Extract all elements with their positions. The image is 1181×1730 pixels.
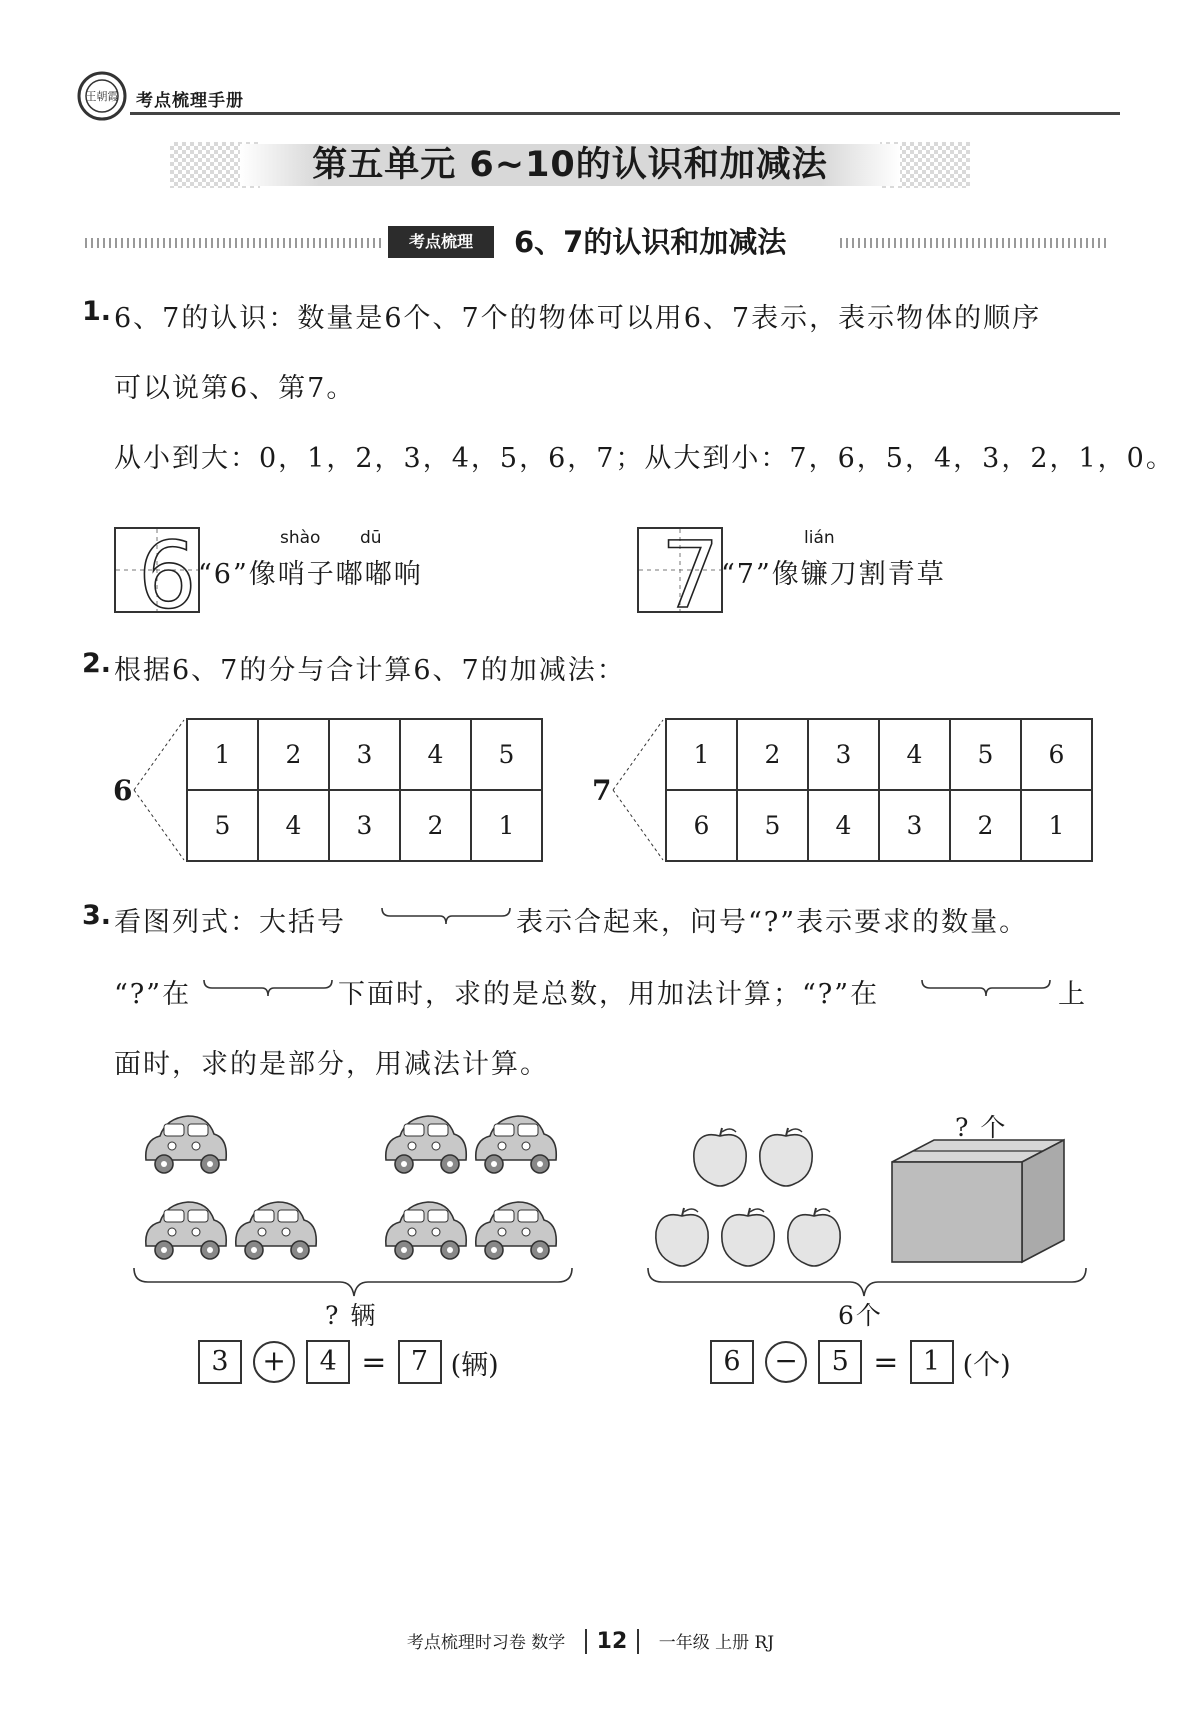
point-1-line-3: 从小到大：0，1，2，3，4，5，6，7；从大到小：7，6，5，4，3，2，1，0。 [114,443,1175,474]
split-7-top-cell: 6 [1021,719,1092,790]
eq-left-unit: (辆) [450,1349,499,1381]
point-3-line-1b: 表示合起来，问号“?”表示要求的数量。 [516,907,1029,938]
split-7-top-cell: 5 [950,719,1021,790]
publisher-logo [76,70,128,122]
pinyin-shao: shào [280,528,321,548]
eq-left-op: + [253,1341,295,1383]
split-6-bottom-cell: 2 [400,790,471,861]
split-7-bottom-cell: 1 [1021,790,1092,861]
point-3-line-3: 面时，求的是部分，用减法计算。 [114,1049,549,1080]
split-6-branches [132,716,188,864]
split-7-bottom-cell: 5 [737,790,808,861]
eq-left-b: 4 [306,1340,350,1384]
split-7-bottom-cell: 6 [666,790,737,861]
pinyin-du: dū [360,528,382,548]
brace-icon [202,976,334,998]
pinyin-lian: lián [804,528,835,548]
split-6-top-cell: 3 [329,719,400,790]
header-rule [130,112,1120,115]
split-6-label: 6 [113,774,133,807]
split-7-bottom-cell: 2 [950,790,1021,861]
brace-icon [920,976,1052,998]
eq-left-result: 7 [398,1340,442,1384]
point-3-line-1a: 看图列式：大括号 [114,907,346,938]
split-7-label: 7 [592,774,612,807]
split-6-bottom-cell: 4 [258,790,329,861]
eq-left-equals: = [361,1344,387,1380]
split-7-branches [611,716,667,864]
split-6-table [186,718,543,862]
point-3-number: 3. [82,900,112,931]
split-7-bottom-cell: 3 [879,790,950,861]
eq-right-a: 6 [710,1340,754,1384]
point-3-line-2b: 下面时，求的是总数，用加法计算；“?”在 [338,979,880,1010]
split-7-top-cell: 3 [808,719,879,790]
split-7-table [665,718,1093,862]
box-question-label: ? 个 [955,1113,1008,1142]
eq-right-unit: (个) [962,1349,1011,1381]
unit-title: 第五单元 6~10的认识和加减法 [312,145,828,185]
box-icon [892,1140,1064,1262]
split-6-top-cell: 2 [258,719,329,790]
split-6-top-cell: 1 [187,719,258,790]
cars-question-label: ? 辆 [325,1301,378,1330]
point-2-text: 根据6、7的分与合计算6、7的加减法： [114,655,626,686]
footer-right: 一年级 上册 RJ [658,1633,775,1653]
digit-7-glyph: 7 [661,529,720,611]
brace-icon [380,904,512,926]
point-3-line-2c: 上 [1058,979,1087,1010]
cars-illustration [130,1110,580,1310]
apples-box-illustration [640,1110,1100,1310]
split-6-bottom-cell: 3 [329,790,400,861]
split-6-top-cell: 4 [400,719,471,790]
cars-equation [198,1340,499,1384]
unit-title-band [150,142,990,188]
page-footer [0,1628,1181,1654]
apples-equation [710,1340,1011,1384]
section-title: 6、7的认识和加减法 [514,225,787,259]
point-2-number: 2. [82,648,112,679]
eq-right-b: 5 [818,1340,862,1384]
apples-total-label: 6个 [838,1301,883,1330]
eq-right-result: 1 [910,1340,954,1384]
digit-6-writing-box [114,527,200,613]
point-3-line-2a: “?”在 [114,979,192,1010]
point-1-number: 1. [82,296,112,327]
point-1-line-2: 可以说第6、第7。 [114,373,356,404]
digit-6-rhyme: “6”像哨子嘟嘟响 [198,559,423,590]
divider-left [85,236,385,250]
split-7-bottom-cell: 4 [808,790,879,861]
eq-left-a: 3 [198,1340,242,1384]
split-7-top-cell: 2 [737,719,808,790]
digit-7-writing-box [637,527,723,613]
eq-right-equals: = [873,1344,899,1380]
digit-7-rhyme: “7”像镰刀割青草 [721,559,946,590]
footer-left: 考点梳理时习卷 数学 [406,1633,566,1653]
eq-right-op: − [765,1341,807,1383]
book-label: 考点梳理手册 [136,91,244,111]
point-1-line-1: 6、7的认识：数量是6个、7个的物体可以用6、7表示，表示物体的顺序 [114,303,1042,334]
divider-right [840,236,1110,250]
split-7-top-cell: 1 [666,719,737,790]
section-tag: 考点梳理 [388,226,494,258]
page-number: 12 [585,1629,640,1654]
split-6-bottom-cell: 5 [187,790,258,861]
digit-6-glyph: 6 [138,529,197,611]
split-6-bottom-cell: 1 [471,790,542,861]
split-6-top-cell: 5 [471,719,542,790]
split-7-top-cell: 4 [879,719,950,790]
svg-text:王朝霞: 王朝霞 [85,90,119,103]
